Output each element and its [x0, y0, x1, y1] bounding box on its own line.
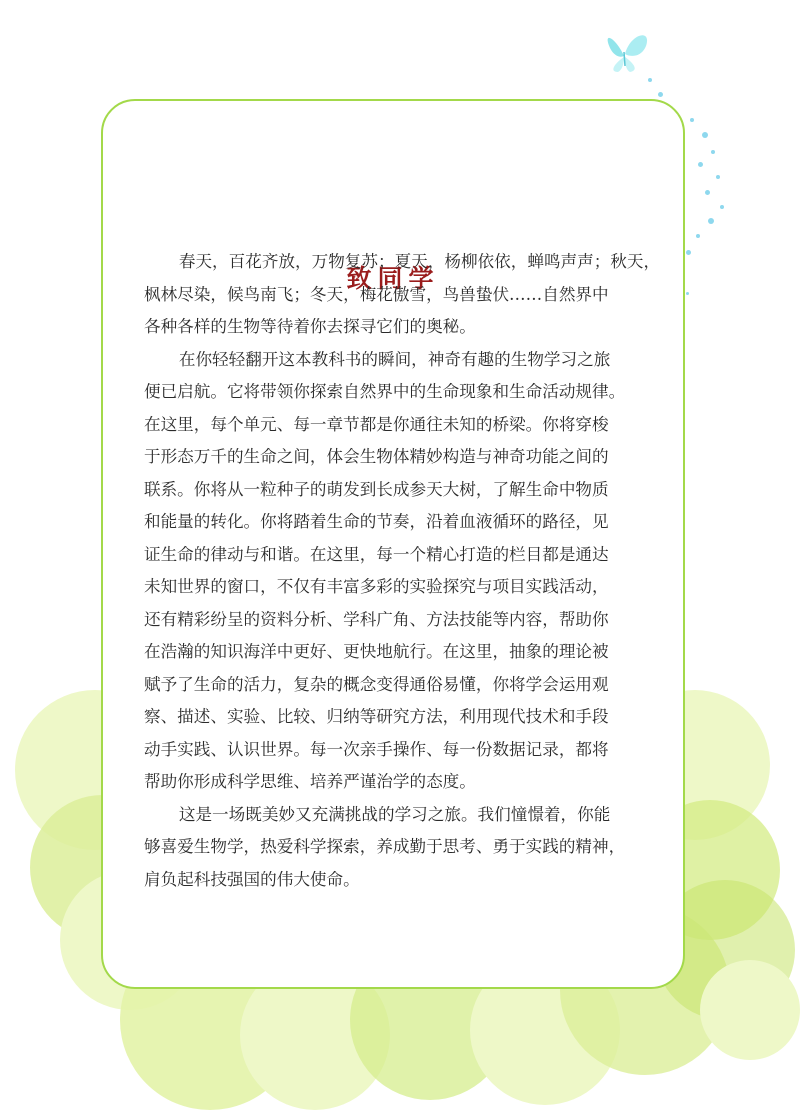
butterfly-icon — [594, 26, 656, 82]
paragraph-3 — [144, 799, 644, 897]
paragraph-2 — [144, 344, 644, 799]
text-line: 于形态万千的生命之间，体会生物体精妙构造与神奇功能之间的 — [144, 447, 609, 466]
decorative-dot — [711, 150, 715, 154]
letter-body — [144, 246, 661, 896]
text-line: 在浩瀚的知识海洋中更好、更快地航行。在这里，抽象的理论被 — [144, 642, 609, 661]
decorative-dot — [696, 234, 700, 238]
text-line: 未知世界的窗口，不仅有丰富多彩的实验探究与项目实践活动， — [144, 577, 609, 596]
text-line: 枫林尽染，候鸟南飞；冬天，梅花傲雪，鸟兽蛰伏……自然界中 — [144, 284, 609, 304]
text-line: 春天，百花齐放，万物复苏；夏天，杨柳依依，蝉鸣声声；秋天， — [178, 252, 661, 271]
text-line: 肩负起科技强国的伟大使命。 — [144, 869, 360, 889]
text-line: 在这里，每个单元、每一章节都是你通往未知的桥梁。你将穿梭 — [144, 414, 609, 434]
text-line: 帮助你形成科学思维、培养严谨治学的态度。 — [144, 772, 476, 791]
decorative-dot — [708, 218, 714, 224]
text-line: 联系。你将从一粒种子的萌发到长成参天大树，了解生命中物质 — [144, 479, 609, 499]
decorative-dot — [720, 205, 724, 209]
decorative-dot — [698, 162, 703, 167]
decorative-dot — [686, 292, 689, 295]
text-line: 够喜爱生物学，热爱科学探索，养成勤于思考、勇于实践的精神， — [144, 837, 626, 856]
text-line: 动手实践、认识世界。每一次亲手操作、每一份数据记录，都将 — [144, 739, 609, 759]
text-line: 还有精彩纷呈的资料分析、学科广角、方法技能等内容，帮助你 — [144, 609, 609, 629]
text-line: 这是一场既美妙又充满挑战的学习之旅。我们憧憬着，你能 — [178, 804, 611, 824]
decorative-dot — [716, 175, 720, 179]
decorative-dot — [705, 190, 710, 195]
decorative-dot — [658, 92, 663, 97]
text-line: 各种各样的生物等待着你去探寻它们的奥秘。 — [144, 317, 476, 336]
text-line: 察、描述、实验、比较、归纳等研究方法，利用现代技术和手段 — [144, 707, 609, 726]
letter-card — [101, 99, 685, 989]
decorative-dot — [702, 132, 708, 138]
decorative-dot — [690, 118, 694, 122]
decorative-dot — [686, 250, 691, 255]
text-line: 在你轻轻翻开这本教科书的瞬间，神奇有趣的生物学习之旅 — [178, 349, 611, 369]
text-line: 和能量的转化。你将踏着生命的节奏，沿着血液循环的路径，见 — [144, 512, 609, 531]
text-line: 便已启航。它将带领你探索自然界中的生命现象和生命活动规律。 — [144, 382, 626, 401]
text-line: 赋予了生命的活力，复杂的概念变得通俗易懂，你将学会运用观 — [144, 674, 609, 694]
decorative-bubble — [700, 960, 800, 1060]
paragraph-1 — [144, 246, 661, 344]
page-title: 致同学 — [346, 264, 440, 293]
text-line: 证生命的律动与和谐。在这里，每一个精心打造的栏目都是通达 — [144, 544, 609, 564]
